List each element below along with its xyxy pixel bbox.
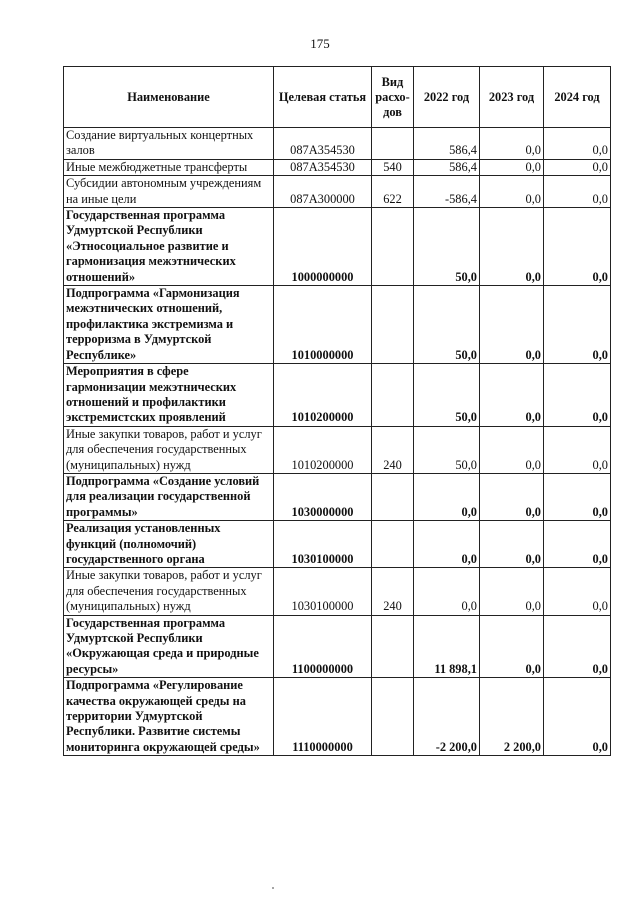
cell-2024: 0,0 (544, 159, 611, 175)
cell-2023: 0,0 (480, 159, 544, 175)
page-number: 175 (310, 36, 330, 51)
cell-name: Мероприятия в сфере гармонизации межэтнических отношений и профилактики экстремистских проявлений (64, 364, 274, 427)
cell-2023: 0,0 (480, 521, 544, 568)
cell-2023: 0,0 (480, 426, 544, 473)
cell-name: Государственная программа Удмуртской Республики «Этносоциальное развитие и гармонизация межэтнических отношений» (64, 208, 274, 286)
cell-2022: 50,0 (414, 286, 480, 364)
cell-2024: 0,0 (544, 364, 611, 427)
table-row (64, 426, 611, 473)
cell-name: Субсидии автономным учреждениям на иные цели (64, 176, 274, 208)
cell-code: 1010200000 (274, 426, 372, 473)
cell-type (372, 678, 414, 756)
cell-code: 087А354530 (274, 159, 372, 175)
cell-code: 1010200000 (274, 364, 372, 427)
cell-name: Иные межбюджетные трансферты (64, 159, 274, 175)
header-type: Вид расхо-дов (372, 67, 414, 128)
cell-type (372, 521, 414, 568)
cell-2024: 0,0 (544, 521, 611, 568)
cell-2024: 0,0 (544, 678, 611, 756)
cell-2023: 0,0 (480, 364, 544, 427)
cell-2024: 0,0 (544, 426, 611, 473)
cell-2023: 0,0 (480, 208, 544, 286)
table-row (64, 568, 611, 615)
table-row (64, 159, 611, 175)
table-body (64, 128, 611, 756)
cell-2022: -586,4 (414, 176, 480, 208)
cell-2022: 0,0 (414, 521, 480, 568)
cell-name: Подпрограмма «Регулирование качества окружающей среды на территории Удмуртской Республики. Развитие системы мониторинга окружающей среды» (64, 678, 274, 756)
cell-type (372, 473, 414, 520)
header-code: Целевая статья (274, 67, 372, 128)
cell-name: Государственная программа Удмуртской Республики «Окружающая среда и природные ресурсы» (64, 615, 274, 678)
table-row (64, 208, 611, 286)
cell-type (372, 615, 414, 678)
cell-2022: 0,0 (414, 473, 480, 520)
cell-2022: 50,0 (414, 426, 480, 473)
cell-name: Создание виртуальных концертных залов (64, 128, 274, 160)
cell-2023: 2 200,0 (480, 678, 544, 756)
cell-2024: 0,0 (544, 128, 611, 160)
cell-2023: 0,0 (480, 286, 544, 364)
cell-type (372, 286, 414, 364)
cell-2022: 11 898,1 (414, 615, 480, 678)
cell-2022: 50,0 (414, 364, 480, 427)
cell-2023: 0,0 (480, 176, 544, 208)
cell-2022: -2 200,0 (414, 678, 480, 756)
table-row (64, 678, 611, 756)
cell-code: 1000000000 (274, 208, 372, 286)
cell-name: Иные закупки товаров, работ и услуг для обеспечения государственных (муниципальных) нужд (64, 426, 274, 473)
cell-type: 240 (372, 568, 414, 615)
cell-2024: 0,0 (544, 286, 611, 364)
table-row (64, 615, 611, 678)
cell-type: 622 (372, 176, 414, 208)
cell-code: 087А354530 (274, 128, 372, 160)
header-2024: 2024 год (544, 67, 611, 128)
header-name: Наименование (64, 67, 274, 128)
cell-type (372, 128, 414, 160)
table-header-row (64, 67, 611, 128)
cell-2023: 0,0 (480, 615, 544, 678)
cell-code: 1110000000 (274, 678, 372, 756)
cell-2024: 0,0 (544, 176, 611, 208)
table-row (64, 473, 611, 520)
cell-2024: 0,0 (544, 615, 611, 678)
cell-type (372, 208, 414, 286)
cell-code: 087А300000 (274, 176, 372, 208)
cell-2022: 50,0 (414, 208, 480, 286)
cell-2022: 586,4 (414, 128, 480, 160)
header-2023: 2023 год (480, 67, 544, 128)
budget-table (63, 66, 611, 756)
cell-name: Подпрограмма «Гармонизация межэтнических отношений, профилактика экстремизма и терроризма в Удмуртской Республике» (64, 286, 274, 364)
table-row (64, 364, 611, 427)
table-row (64, 286, 611, 364)
cell-2024: 0,0 (544, 568, 611, 615)
cell-code: 1100000000 (274, 615, 372, 678)
cell-2023: 0,0 (480, 473, 544, 520)
cell-code: 1030100000 (274, 568, 372, 615)
cell-name: Реализация установленных функций (полномочий) государственного органа (64, 521, 274, 568)
cell-name: Иные закупки товаров, работ и услуг для обеспечения государственных (муниципальных) нужд (64, 568, 274, 615)
cell-code: 1010000000 (274, 286, 372, 364)
scan-artifact (272, 887, 274, 889)
cell-2023: 0,0 (480, 128, 544, 160)
cell-name: Подпрограмма «Создание условий для реализации государственной программы» (64, 473, 274, 520)
cell-code: 1030000000 (274, 473, 372, 520)
cell-type: 540 (372, 159, 414, 175)
header-2022: 2022 год (414, 67, 480, 128)
table-row (64, 128, 611, 160)
cell-type: 240 (372, 426, 414, 473)
table-row (64, 176, 611, 208)
cell-2024: 0,0 (544, 473, 611, 520)
cell-2024: 0,0 (544, 208, 611, 286)
cell-2023: 0,0 (480, 568, 544, 615)
cell-2022: 0,0 (414, 568, 480, 615)
cell-2022: 586,4 (414, 159, 480, 175)
cell-type (372, 364, 414, 427)
table-row (64, 521, 611, 568)
cell-code: 1030100000 (274, 521, 372, 568)
